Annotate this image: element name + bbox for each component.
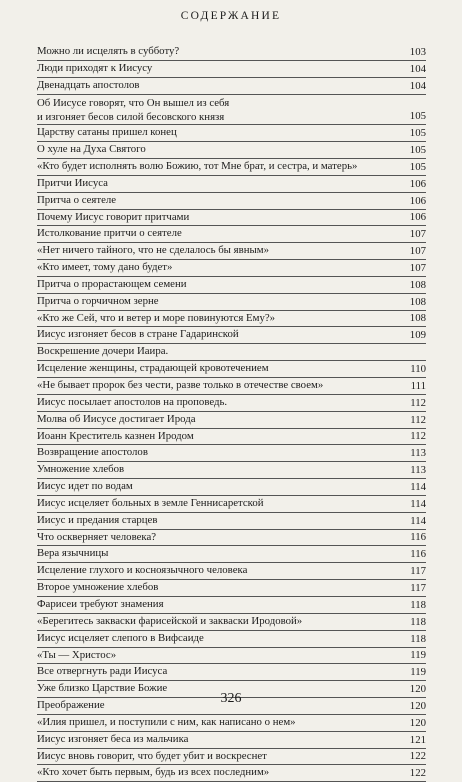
toc-entry [37,631,426,648]
toc-entry-page: 105 [409,127,426,140]
toc-entry [37,648,426,665]
toc-entry-page: 118 [410,632,426,645]
toc-entry [37,378,426,395]
toc-entry-page: 111 [410,379,426,392]
toc-entry-title: Вера язычницы [37,547,109,560]
toc-entry [37,61,426,78]
toc-entry [37,479,426,496]
toc-entry-page: 106 [409,177,426,190]
toc-entry-page: 107 [409,228,426,241]
toc-entry [37,176,426,193]
toc-entry [37,193,426,210]
toc-entry [37,614,426,631]
toc-entry-page: 108 [409,312,426,325]
toc-entry-page: 114 [410,497,426,510]
toc-entry-title: Второе умножение хлебов [37,581,159,594]
toc-entry-title: Молва об Иисусе достигает Ирода [37,412,196,425]
toc-entry-title: Об Иисусе говорят, что Он вышел из себя [37,96,230,109]
toc-entry [37,546,426,563]
toc-entry [37,429,426,446]
toc-entry-title: Возвращение апостолов [37,446,148,459]
toc-entry-page: 120 [409,683,426,696]
toc-entry-page: 121 [409,733,426,746]
toc-entry-title: «Не бывает пророк без чести, разве только в отечестве своем» [37,379,324,391]
toc-entry-page: 118 [410,615,426,628]
toc-entry-page: 104 [409,62,426,75]
toc-entry [37,580,426,597]
toc-entry [37,210,426,227]
toc-entry-title: Притча о горчичном зерне [37,294,159,307]
page-header: СОДЕРЖАНИЕ [180,10,282,22]
toc-entry [37,142,426,159]
toc-entry-title: «Нет ничего тайного, что не сделалось бы явным» [37,244,269,257]
toc-entry-page: 120 [409,716,426,729]
toc-entry-title: «Илия пришел, и поступили с ним, как написано о нем» [37,715,296,728]
table-of-contents [37,44,426,782]
toc-entry-page: 105 [409,144,426,157]
toc-entry-title: Истолкование притчи о сеятеле [37,227,182,240]
toc-entry-page: 116 [410,531,426,544]
toc-entry-title: Все отвергнуть ради Иисуса [37,665,168,678]
toc-entry-title: «Кто хочет быть первым, будь из всех последним» [37,766,270,779]
toc-entry-page: 112 [410,396,426,409]
toc-entry-title: Воскрешение дочери Иаира. [37,345,169,358]
toc-entry-title: Исцеление глухого и косноязычного человека [37,564,248,577]
toc-entry-title: Что оскверняет человека? [37,530,157,543]
toc-entry-title: Иисус и предания старцев [37,513,158,526]
toc-entry-title: Иисус посылает апостолов на проповедь. [37,395,228,408]
toc-entry [37,243,426,260]
toc-entry [37,125,426,142]
toc-entry [37,395,426,412]
toc-entry [37,765,426,782]
toc-entry-page: 109 [409,329,426,342]
toc-entry-page: 120 [409,699,426,712]
toc-entry-page: 119 [410,666,426,679]
toc-entry-page: 108 [409,278,426,291]
toc-entry-title: Притча о сеятеле [37,193,117,206]
toc-entry [37,95,426,126]
toc-entry-page: 107 [409,261,426,274]
toc-entry-title: Иоанн Креститель казнен Иродом [37,429,194,442]
toc-entry-page: 117 [410,581,426,594]
toc-entry-page: 117 [410,565,426,578]
toc-entry-title: «Кто же Сей, что и ветер и море повинуются Ему?» [37,311,276,324]
toc-entry-page: 105 [409,160,426,173]
toc-entry-title: «Кто имеет, тому дано будет» [37,261,173,274]
toc-entry-page: 119 [410,649,426,662]
toc-entry [37,445,426,462]
toc-entry-title: О хуле на Духа Святого [37,143,146,156]
toc-entry-title: Фарисеи требуют знамения [37,597,164,610]
toc-entry-title: «Берегитесь закваски фарисейской и закваски Иродовой» [37,614,303,627]
toc-entry-page: 122 [409,750,426,763]
toc-entry-page: 114 [410,480,426,493]
toc-entry-title: Исцеление женщины, страдающей кровотечением [37,362,269,375]
toc-entry-title: Иисус изгоняет бесов в стране Гадаринской [37,328,239,341]
toc-entry-title: Иисус идет по водам [37,480,133,493]
toc-entry [37,78,426,95]
toc-entry [37,294,426,311]
toc-entry-page: 108 [409,295,426,308]
toc-entry-title: Можно ли исцелять в субботу? [37,45,180,57]
toc-entry [37,412,426,429]
toc-entry-page: 103 [409,45,426,58]
toc-entry [37,462,426,479]
toc-entry [37,159,426,176]
toc-entry [37,277,426,294]
toc-entry-page: 112 [410,413,426,426]
toc-entry-title: Иисус изгоняет беса из мальчика [37,732,189,745]
toc-entry [37,311,426,328]
toc-entry [37,513,426,530]
toc-entry-page: 104 [409,79,426,92]
toc-entry [37,563,426,580]
toc-entry-page: 106 [409,211,426,224]
toc-entry-title: Люди приходят к Иисусу [37,61,153,74]
toc-entry-page: 116 [410,548,426,561]
toc-entry-title: Царству сатаны пришел конец [37,126,177,139]
toc-entry-title: Умножение хлебов [37,463,125,476]
toc-entry-title: Иисус исцеляет больных в земле Геннисаретской [37,496,264,509]
toc-entry [37,749,426,766]
toc-entry [37,530,426,547]
toc-entry [37,327,426,344]
toc-entry-title: «Кто будет исполнять волю Божию, тот Мне брат, и сестра, и матерь» [37,160,358,173]
toc-entry [37,664,426,681]
toc-entry-title: Притчи Иисуса [37,176,108,189]
toc-entry [37,715,426,732]
toc-entry [37,597,426,614]
toc-entry [37,344,426,361]
toc-entry-page: 118 [410,598,426,611]
toc-entry-page: 112 [410,430,426,443]
toc-entry-title: Иисус вновь говорит, что будет убит и воскреснет [37,749,267,762]
toc-entry-page: 106 [409,194,426,207]
toc-entry-title: «Ты — Христос» [37,648,117,661]
toc-entry-page: 114 [410,514,426,527]
toc-entry-title: Уже близко Царствие Божие [37,682,168,695]
toc-entry [37,260,426,277]
toc-entry [37,732,426,749]
page-number: 326 [220,691,242,706]
toc-entry-title: Двенадцать апостолов [37,78,140,91]
toc-entry-page: 105 [409,110,426,123]
toc-entry-title: Преображение [37,699,105,712]
toc-entry-title-continued: и изгоняет бесов силой бесовского князя [37,110,225,123]
toc-entry-page: 122 [409,767,426,780]
toc-entry [37,44,426,61]
toc-entry-title: Иисус исцеляет слепого в Вифсаиде [37,631,204,644]
toc-entry-title: Притча о прорастающем семени [37,277,187,290]
toc-entry [37,361,426,378]
toc-entry [37,496,426,513]
toc-entry-page: 113 [410,447,426,460]
toc-entry-page: 113 [410,464,426,477]
toc-entry-page: 107 [409,245,426,258]
toc-entry-title: Почему Иисус говорит притчами [37,210,190,223]
toc-entry [37,226,426,243]
toc-entry-page: 110 [410,363,426,375]
